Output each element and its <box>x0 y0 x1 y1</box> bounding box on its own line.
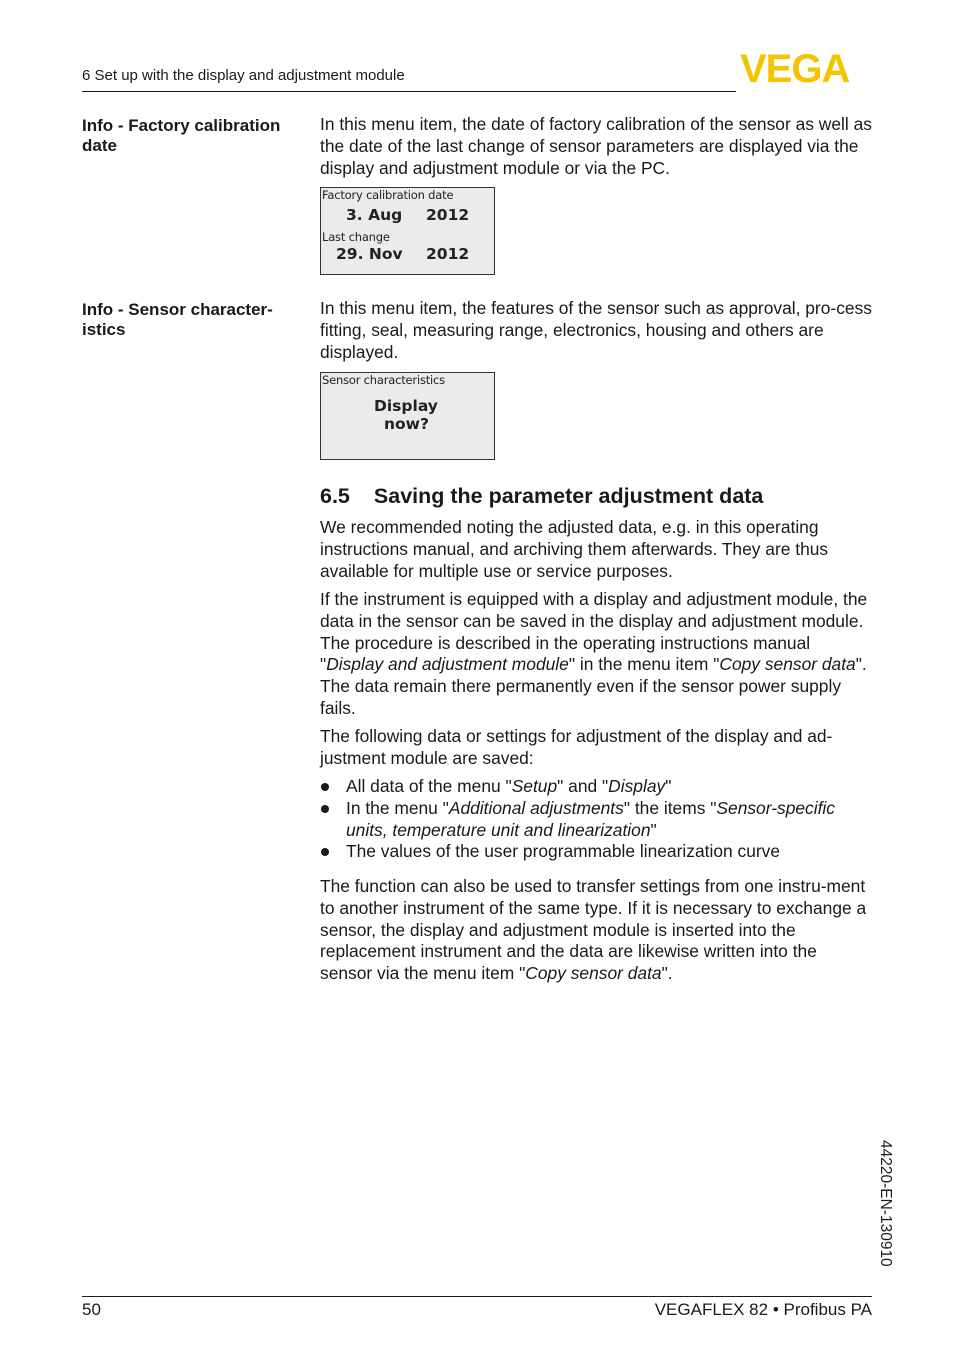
emphasis: Copy sensor data <box>719 654 856 675</box>
lcd-date-2: 29. Nov <box>336 245 403 263</box>
section-paragraph-1: We recommended noting the adjusted data, e.g. in this operating instructions manual, and archiving them afterwards. They are thus available for multiple use or service purposes. <box>320 517 829 581</box>
vega-logo-text: VEGA <box>740 50 850 84</box>
emphasis: Copy sensor data <box>525 963 662 984</box>
emphasis: Display and adjustment module <box>326 654 569 675</box>
section-paragraph-2: If the instrument is equipped with a display and adjustment module, the data in the sensor can be saved in the display and adjustment module. The procedure is described in the operating instructions manual "Display and adjustment module" in the menu item "Copy sensor data". The data remain there permanently even if the sensor power supply fails. <box>320 589 868 718</box>
header-divider <box>82 91 736 92</box>
section-paragraph-4: The function can also be used to transfer settings from one instru-ment to another instrument of the same type. If it is necessary to exchange a sensor, the display and adjustment module is inserted into the replacement instrument and the data are likewise written into the sensor via the menu item "Copy sensor data". <box>320 876 867 984</box>
list-item: The values of the user programmable linearization curve <box>320 841 872 863</box>
footer-divider <box>82 1296 872 1297</box>
lcd-sensor-characteristics <box>320 372 495 460</box>
lcd-title: Factory calibration date <box>322 188 454 202</box>
sensor-characteristics-label: Info - Sensor character-istics <box>82 300 273 339</box>
lcd-line-1: Display <box>374 397 438 415</box>
sensor-characteristics-text: In this menu item, the features of the sensor such as approval, pro-cess fitting, seal, measuring range, electronics, housing and others are displayed. <box>320 298 872 362</box>
lcd-subtitle: Last change <box>322 230 390 244</box>
lcd-factory-calibration <box>320 187 495 275</box>
section-paragraph-3: The following data or settings for adjustment of the display and ad-justment module are saved: <box>320 726 833 768</box>
product-name: VEGAFLEX 82 • Profibus PA <box>654 1300 872 1319</box>
page-number: 50 <box>82 1300 101 1319</box>
vega-logo <box>740 50 873 84</box>
lcd-year-1: 2012 <box>426 206 470 224</box>
section-title: Saving the parameter adjustment data <box>373 484 764 508</box>
lcd-title: Sensor characteristics <box>322 373 445 387</box>
lcd-line-2: now? <box>384 415 429 433</box>
document-number: 44220-EN-130910 <box>877 1140 894 1267</box>
lcd-year-2: 2012 <box>426 245 470 263</box>
saved-items-list <box>320 776 872 863</box>
factory-calibration-text: In this menu item, the date of factory calibration of the sensor as well as the date of the last change of sensor parameters are displayed via the display and adjustment module or via the PC. <box>320 114 872 178</box>
factory-calibration-label: Info - Factory calibration date <box>82 116 281 155</box>
running-header: 6 Set up with the display and adjustment module <box>82 67 405 84</box>
section-number: 6.5 <box>320 484 350 508</box>
bullet-icon <box>321 805 329 813</box>
list-item: In the menu "Additional adjustments" the items "Sensor-specific units, temperature unit and linearization" <box>320 798 872 842</box>
list-item: All data of the menu "Setup" and "Display" <box>320 776 872 798</box>
bullet-icon <box>321 783 329 791</box>
lcd-date-1: 3. Aug <box>346 206 403 224</box>
section-heading <box>320 484 763 509</box>
bullet-icon <box>321 848 329 856</box>
